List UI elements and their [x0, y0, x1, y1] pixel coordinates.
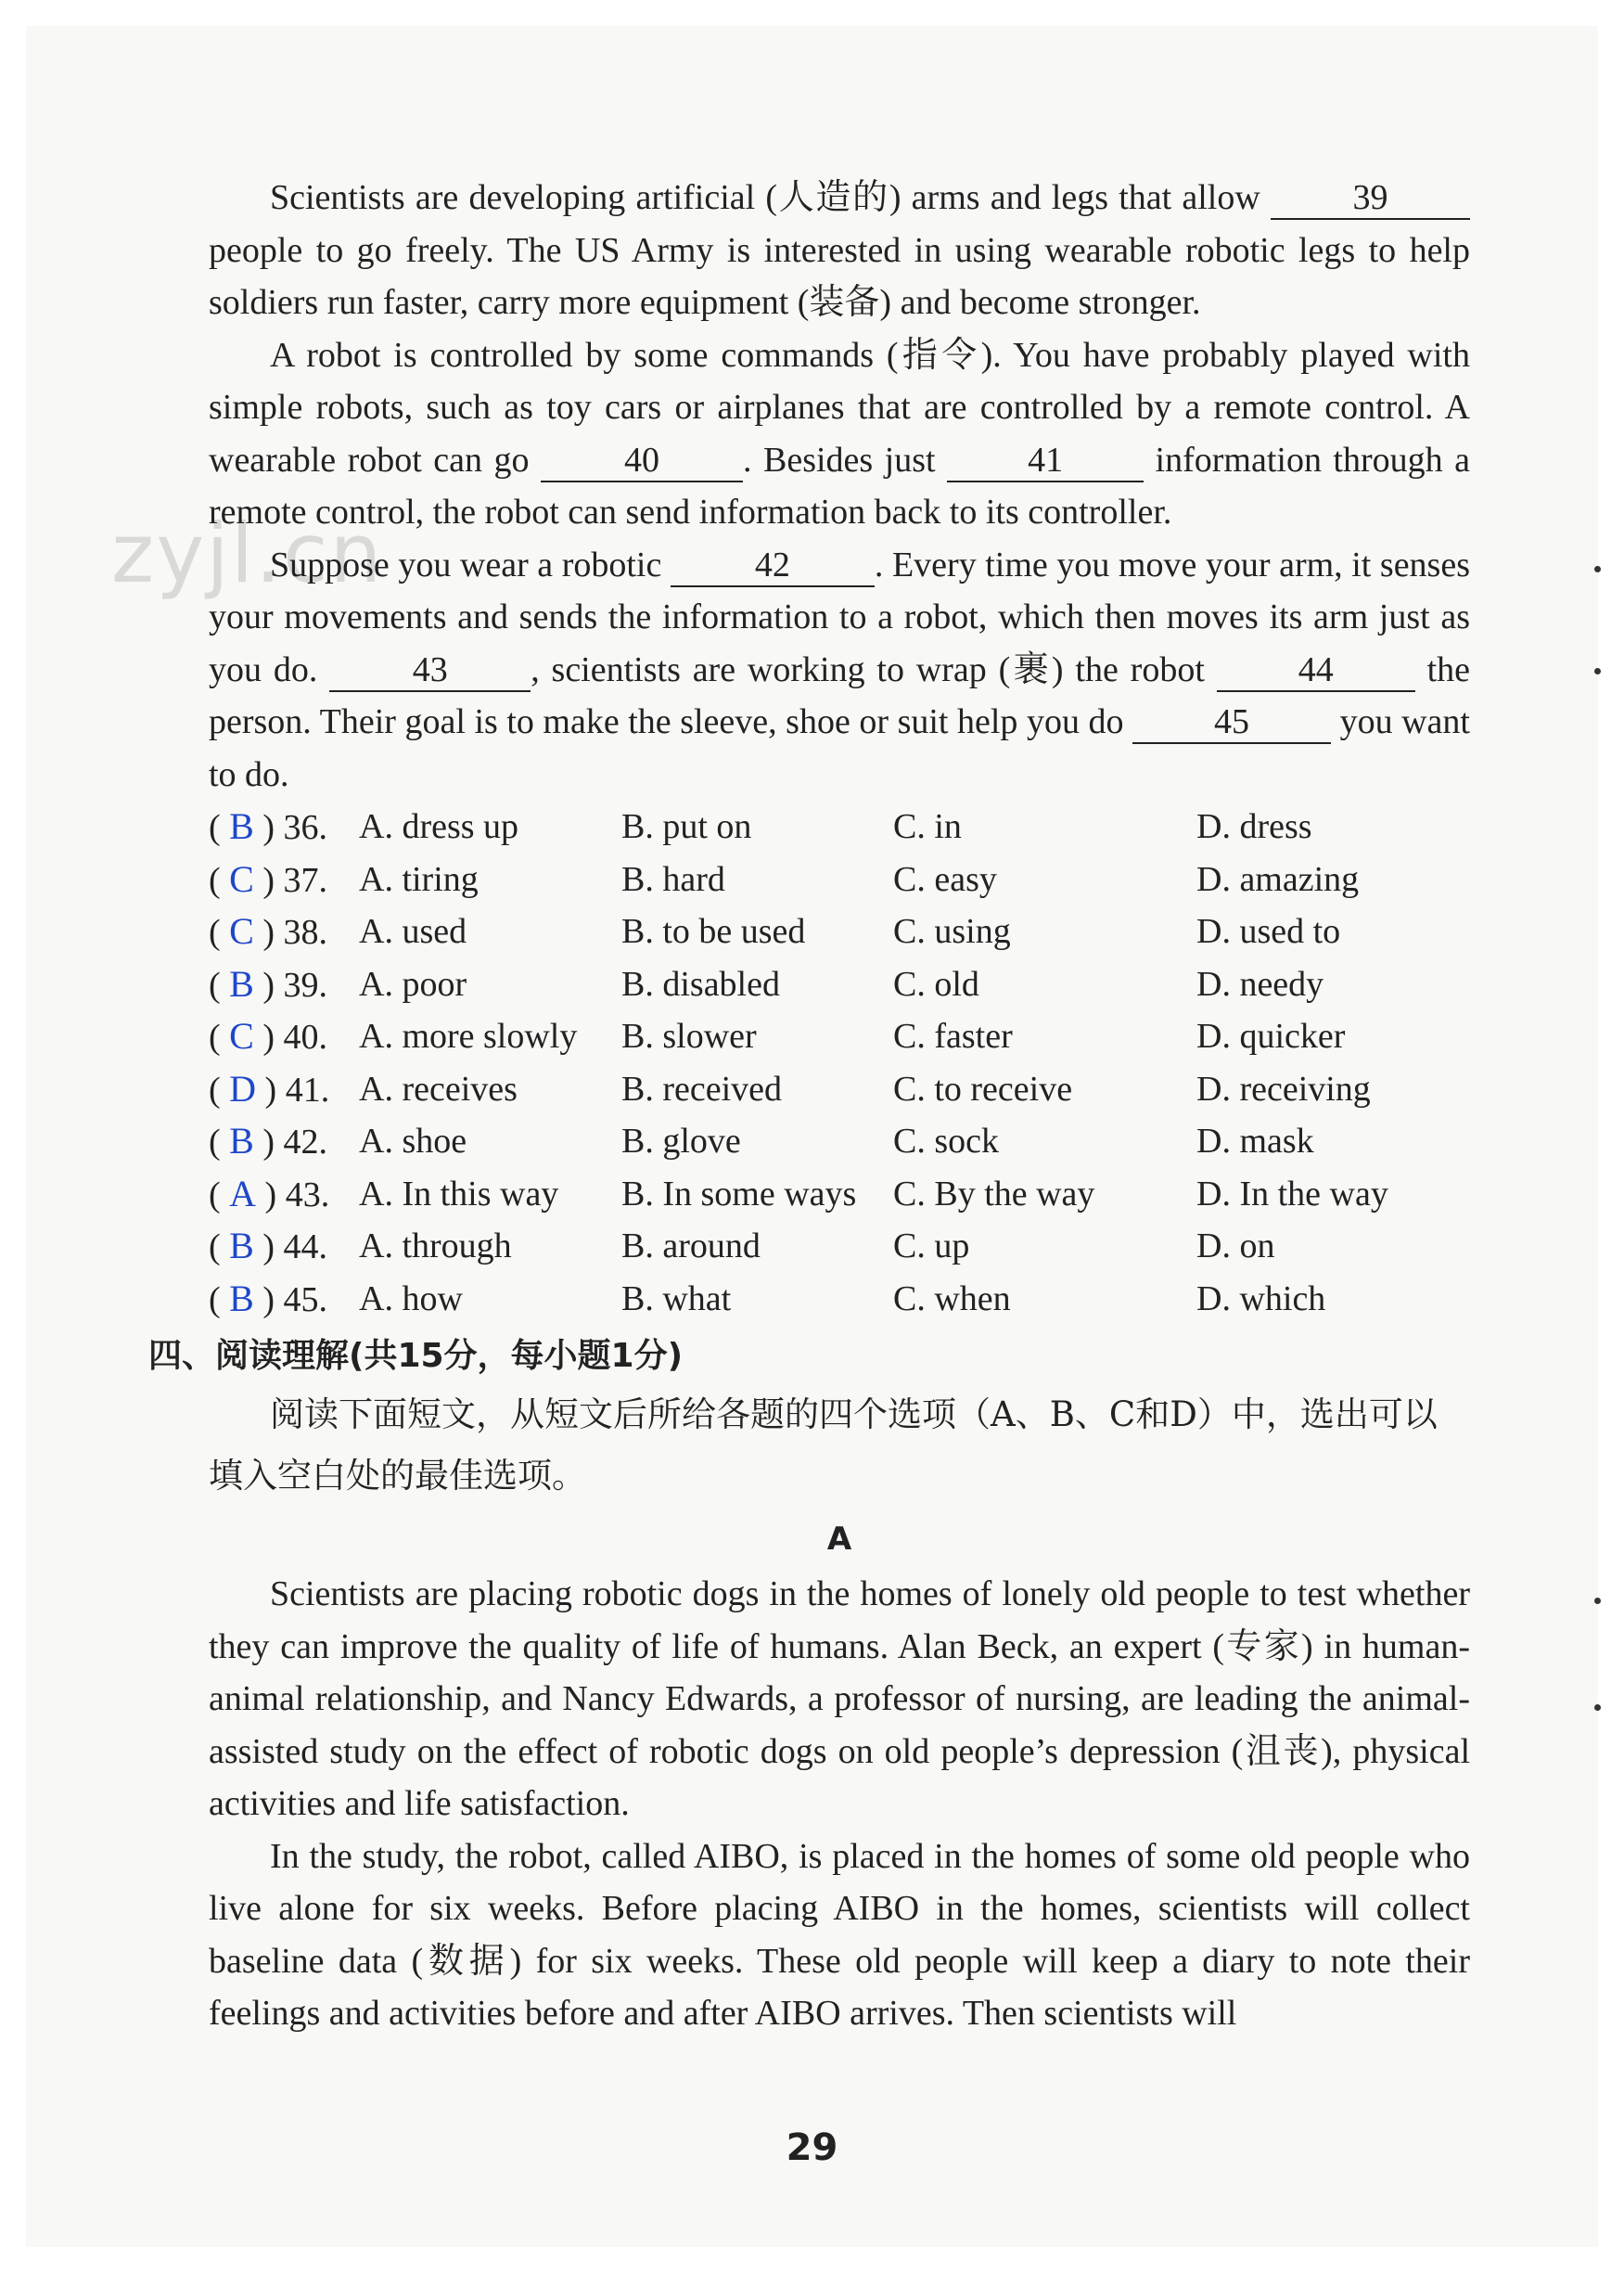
option-b: B. slower	[621, 1017, 757, 1056]
option-d: D. mask	[1196, 1122, 1314, 1161]
text-span: . Besides just	[743, 440, 948, 480]
question-number: 36.	[283, 808, 327, 847]
question-number: 38.	[283, 913, 327, 952]
blank-42: 42	[671, 545, 875, 587]
option-row-38	[209, 905, 1470, 958]
blank-44: 44	[1217, 649, 1415, 692]
blank-43: 43	[329, 649, 531, 692]
option-row-43	[209, 1168, 1470, 1221]
option-c: C. faster	[893, 1017, 1013, 1056]
margin-dot	[1594, 668, 1601, 674]
answer-bracket: ( C ) 40.	[209, 1015, 327, 1057]
answer-letter: A	[229, 1172, 257, 1214]
option-b: B. to be used	[621, 912, 806, 951]
answer-bracket: ( B ) 36.	[209, 805, 327, 847]
answer-letter: D	[229, 1067, 257, 1110]
reading-paragraph-1: Scientists are placing robotic dogs in the homes of lonely old people to test whether they can improve the quality of life of humans. Alan Beck, an expert (专家) in human-animal relationship, and Nancy Edwards, a professor of nursing, are leading the animal-assisted study on the effect of robotic dogs on old people’s depression (沮丧), physical activities and life satisfaction.	[209, 1574, 1470, 1823]
text-span: Scientists are developing artificial (人造的) arms and legs that allow	[270, 178, 1260, 217]
option-d: D. quicker	[1196, 1017, 1346, 1056]
option-row-42	[209, 1115, 1470, 1168]
reading-paragraph-2: In the study, the robot, called AIBO, is placed in the homes of some old people who live alone for six weeks. Before placing AIBO in the homes, scientists will collect baseline data (数据) for six weeks. These old people will keep a diary to note their feelings and activities before and after AIBO arrives. Then scientists will	[209, 1836, 1470, 2033]
option-b: B. what	[621, 1278, 732, 1318]
question-number: 37.	[283, 860, 327, 900]
option-c: C. using	[893, 912, 1011, 951]
option-b: B. received	[621, 1069, 783, 1109]
page-content	[148, 172, 1470, 2040]
question-number: 44.	[283, 1227, 327, 1266]
option-d: D. receiving	[1196, 1069, 1371, 1109]
answer-letter: B	[229, 805, 254, 847]
option-d: D. amazing	[1196, 859, 1360, 899]
option-row-41	[209, 1063, 1470, 1116]
answer-letter: B	[229, 1277, 254, 1319]
answer-bracket: ( B ) 42.	[209, 1120, 327, 1162]
option-c: C. old	[893, 964, 979, 1004]
option-b: B. disabled	[621, 964, 780, 1004]
option-c: C. easy	[893, 859, 997, 899]
answer-letter: B	[229, 1120, 254, 1162]
option-row-40	[209, 1010, 1470, 1063]
question-number: 42.	[283, 1123, 327, 1162]
option-a: A. how	[359, 1278, 463, 1318]
passage-paragraph-1	[209, 172, 1470, 329]
option-a: A. used	[359, 912, 467, 951]
margin-dot	[1594, 1598, 1601, 1604]
section-heading: 四、阅读理解(共15分，每小题1分)	[148, 1337, 684, 1375]
answer-letter: B	[229, 962, 254, 1005]
answer-bracket: ( D ) 41.	[209, 1067, 330, 1110]
passage-paragraph-2	[209, 329, 1470, 539]
option-row-44	[209, 1220, 1470, 1273]
answer-bracket: ( A ) 43.	[209, 1172, 330, 1214]
option-a: A. more slowly	[359, 1017, 578, 1056]
answer-letter: C	[229, 910, 254, 952]
option-d: D. dress	[1196, 807, 1312, 846]
question-number: 45.	[283, 1279, 327, 1319]
option-c: C. in	[893, 807, 962, 846]
option-d: D. In the way	[1196, 1174, 1388, 1214]
text-span: information through a remote control, the robot can send information back to its controller.	[209, 440, 1470, 532]
text-span: . Every time you move your arm, it senses your movements and sends the information to a robot, which then moves its arm just as you do.	[209, 545, 1470, 689]
text-span: people to go freely. The US Army is interested in using wearable robotic legs to help soldiers run faster, carry more equipment (装备) and become stronger.	[209, 230, 1470, 322]
answer-letter: B	[229, 1225, 254, 1266]
answer-bracket: ( B ) 39.	[209, 962, 327, 1005]
blank-45: 45	[1132, 701, 1331, 744]
option-d: D. on	[1196, 1226, 1275, 1265]
option-a: A. through	[359, 1226, 512, 1265]
option-a: A. In this way	[359, 1174, 559, 1214]
option-a: A. poor	[359, 964, 467, 1004]
margin-dot	[1594, 566, 1601, 572]
blank-39: 39	[1271, 177, 1470, 220]
blank-41: 41	[947, 440, 1144, 482]
answer-letter: C	[229, 857, 254, 900]
option-row-45	[209, 1273, 1470, 1326]
option-b: B. In some ways	[621, 1174, 857, 1214]
option-b: B. hard	[621, 859, 725, 899]
option-c: C. to receive	[893, 1069, 1073, 1109]
text-span: you want to do.	[209, 702, 1470, 794]
question-number: 41.	[285, 1070, 330, 1110]
option-b: B. glove	[621, 1122, 741, 1161]
answer-letter: C	[229, 1015, 254, 1057]
answer-bracket: ( C ) 37.	[209, 857, 327, 900]
option-a: A. receives	[359, 1069, 518, 1109]
blank-40: 40	[541, 440, 743, 482]
option-b: B. around	[621, 1226, 761, 1265]
page-number: 29	[786, 2126, 838, 2169]
option-c: C. sock	[893, 1122, 999, 1161]
option-row-39	[209, 958, 1470, 1011]
answer-bracket: ( B ) 44.	[209, 1225, 327, 1266]
text-span: Suppose you wear a robotic	[270, 545, 671, 584]
question-number: 43.	[285, 1175, 330, 1214]
option-c: C. By the way	[893, 1174, 1095, 1214]
passage-paragraph-3	[209, 539, 1470, 802]
option-d: D. needy	[1196, 964, 1324, 1004]
answer-bracket: ( B ) 45.	[209, 1277, 327, 1319]
option-a: A. tiring	[359, 859, 479, 899]
margin-dot	[1594, 1704, 1601, 1711]
question-number: 39.	[283, 965, 327, 1005]
watermark: zyjl.cn	[111, 506, 384, 601]
section-instruction: 阅读下面短文，从短文后所给各题的四个选项（A、B、C和D）中，选出可以填入空白处的最佳选项。	[209, 1394, 1438, 1496]
question-number: 40.	[283, 1018, 327, 1057]
option-d: D. used to	[1196, 912, 1341, 951]
option-b: B. put on	[621, 807, 752, 846]
option-c: C. up	[893, 1226, 970, 1265]
option-row-36	[209, 801, 1470, 854]
text-span: the person. Their goal is to make the sleeve, shoe or suit help you do	[209, 649, 1470, 741]
option-a: A. dress up	[359, 807, 519, 846]
answer-bracket: ( C ) 38.	[209, 910, 327, 952]
option-row-37	[209, 854, 1470, 906]
text-span: A robot is controlled by some commands (指令). You have probably played with simple robots, such as toy cars or airplanes that are controlled by a remote control. A wearable robot can go	[209, 335, 1470, 480]
option-c: C. when	[893, 1278, 1011, 1318]
passage-title: A	[826, 1521, 852, 1558]
options-list	[209, 801, 1470, 1325]
option-a: A. shoe	[359, 1122, 467, 1161]
text-span: , scientists are working to wrap (裹) the robot	[531, 649, 1217, 689]
option-d: D. which	[1196, 1278, 1326, 1318]
